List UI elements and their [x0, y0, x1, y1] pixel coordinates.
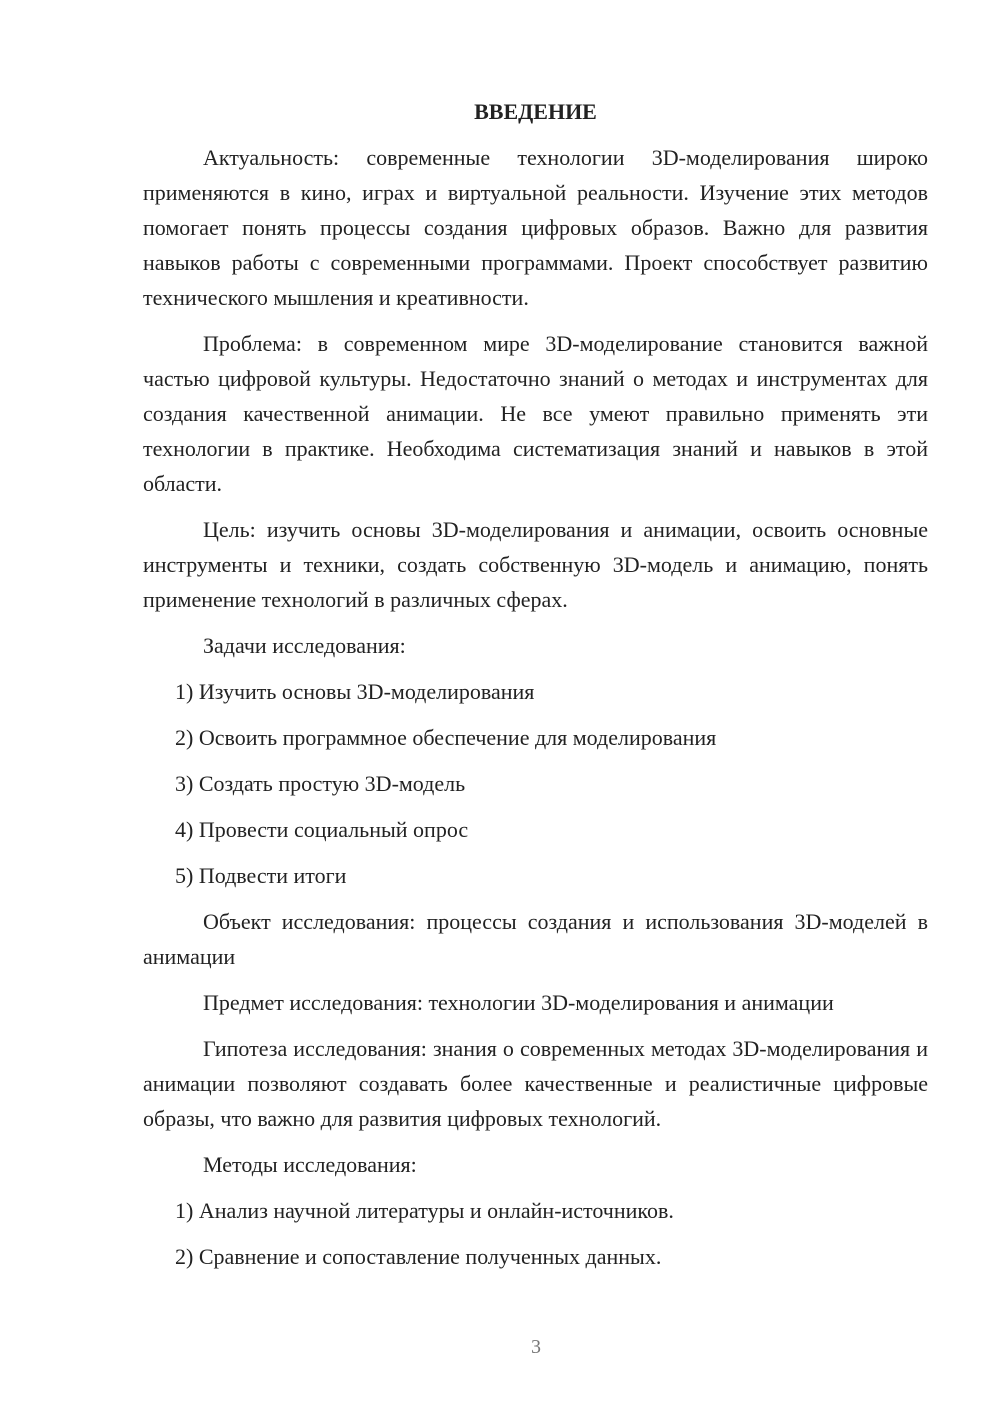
goal-paragraph: Цель: изучить основы 3D-моделирования и анимации, освоить основные инструменты и техники, создать собственную 3D-модель и анимацию, понять применение технологий в различных сферах.: [143, 517, 928, 612]
method-item: 2) Сравнение и сопоставление полученных данных.: [175, 1244, 662, 1269]
problem-paragraph: Проблема: в современном мире 3D-моделирование становится важной частью цифровой культуры. Недостаточно знаний о методах и инструментах для создания качественной анимации. Не все умеют правильно применять эти технологии в практике. Необходима систематизация знаний и навыков в этой области.: [143, 331, 928, 496]
document-body: [143, 94, 928, 1285]
task-item: 1) Изучить основы 3D-моделирования: [175, 679, 535, 704]
methods-heading: Методы исследования:: [203, 1152, 417, 1177]
subject-paragraph: Предмет исследования: технологии 3D-моделирования и анимации: [203, 990, 834, 1015]
hypothesis-paragraph: Гипотеза исследования: знания о современных методах 3D-моделирования и анимации позволяют создавать более качественные и реалистичные цифровые образы, что важно для развития цифровых технологий.: [143, 1036, 928, 1131]
task-item: 2) Освоить программное обеспечение для моделирования: [175, 725, 717, 750]
page-number: 3: [531, 1336, 541, 1358]
task-item: 3) Создать простую 3D-модель: [175, 771, 466, 796]
task-item: 4) Провести социальный опрос: [175, 817, 469, 842]
method-item: 1) Анализ научной литературы и онлайн-источников.: [175, 1198, 674, 1223]
relevance-paragraph: Актуальность: современные технологии 3D-моделирования широко применяются в кино, играх и виртуальной реальности. Изучение этих методов помогает понять процессы создания цифровых образов. Важно для развития навыков работы с современными программами. Проект способствует развитию технического мышления и креативности.: [143, 145, 928, 310]
task-item: 5) Подвести итоги: [175, 863, 347, 888]
tasks-heading: Задачи исследования:: [203, 633, 406, 658]
section-heading: ВВЕДЕНИЕ: [474, 99, 597, 124]
object-paragraph: Объект исследования: процессы создания и использования 3D-моделей в анимации: [143, 909, 928, 969]
